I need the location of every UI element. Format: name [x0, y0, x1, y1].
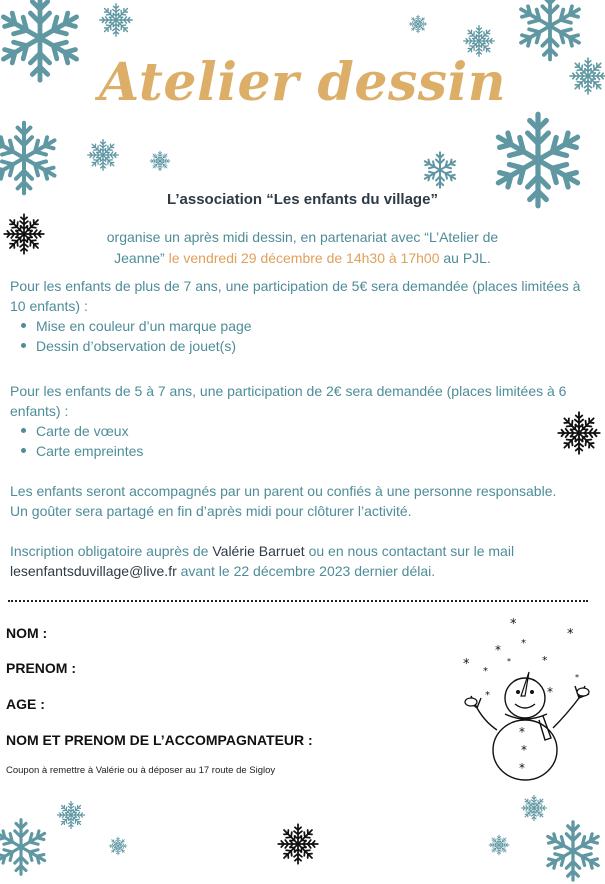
notes	[10, 481, 590, 521]
age-field-label: AGE :	[6, 696, 45, 712]
page-title: Atelier dessin	[98, 52, 507, 113]
svg-text:*: *	[575, 673, 579, 682]
coupon-instructions: Coupon à remettre à Valérie ou à déposer au 17 route de Sigloy	[6, 765, 276, 776]
nom-field-label: NOM :	[6, 625, 48, 641]
svg-text:*: *	[519, 725, 525, 739]
accompagnateur-field-label: NOM ET PRENOM DE L’ACCOMPAGNATEUR :	[6, 732, 313, 748]
snowflake-icon	[420, 150, 460, 190]
event-place: au PJL.	[443, 250, 491, 266]
event-date: le vendredi 29 décembre de 14h30 à 17h00	[168, 250, 440, 266]
section-older-children	[10, 276, 590, 356]
list-item: Carte empreintes	[36, 441, 590, 461]
svg-text:*: *	[521, 638, 526, 649]
registration-prefix: Inscription obligatoire auprès de	[10, 543, 209, 559]
snowflake-icon	[98, 2, 134, 38]
registration-deadline: avant le 22 décembre 2023 dernier délai.	[180, 563, 436, 579]
svg-text:*: *	[507, 657, 511, 666]
snowman-icon	[455, 612, 600, 787]
older-children-text: Pour les enfants de plus de 7 ans, une participation de 5€ sera demandée (places limitées à 10 enfants) :	[10, 278, 581, 314]
prenom-field-label: PRENOM :	[6, 660, 76, 676]
svg-text:*: *	[542, 654, 548, 667]
snowflake-icon	[149, 150, 171, 172]
snack-note: Un goûter sera partagé en fin d’après midi pour clôturer l’activité.	[10, 503, 412, 519]
svg-text:*: *	[510, 617, 517, 632]
snowflake-icon	[540, 818, 605, 884]
association-name: L’association “Les enfants du village”	[167, 191, 438, 208]
svg-text:*: *	[567, 627, 574, 642]
section-younger-children	[10, 381, 590, 461]
accompany-note: Les enfants seront accompagnés par un parent ou confiés à une personne responsable.	[10, 483, 557, 499]
snowflake-icon	[488, 834, 510, 856]
younger-children-text: Pour les enfants de 5 à 7 ans, une participation de 2€ sera demandée (places limitées à 6 enfants) :	[10, 383, 567, 419]
younger-activities-list	[10, 421, 590, 461]
organise-text: organise un après midi dessin, en partenariat avec “L’Atelier de Jeanne”	[106, 229, 499, 266]
event-announcement	[80, 227, 525, 269]
svg-text:*: *	[547, 685, 553, 699]
svg-text:*: *	[463, 657, 470, 672]
svg-text:*: *	[519, 761, 525, 775]
contact-email[interactable]: lesenfantsduvillage@live.fr	[10, 563, 177, 579]
snowflake-icon	[108, 836, 128, 856]
list-item: Carte de vœux	[36, 421, 590, 441]
snowflake-icon	[56, 800, 86, 830]
snowflake-icon	[86, 138, 120, 172]
contact-name: Valérie Barruet	[212, 543, 305, 559]
snowflake-icon	[2, 212, 46, 256]
snowflake-icon	[0, 118, 64, 198]
list-item: Mise en couleur d’un marque page	[36, 316, 590, 336]
svg-text:*: *	[495, 643, 501, 657]
older-activities-list	[10, 316, 590, 356]
registration-middle: ou en nous contactant sur le mail	[308, 543, 515, 559]
cut-line-divider	[8, 600, 588, 602]
snowflake-icon	[276, 822, 320, 866]
snowflake-icon	[0, 816, 52, 878]
svg-text:*: *	[485, 690, 490, 701]
snowflake-icon	[408, 14, 428, 34]
list-item: Dessin d’observation de jouet(s)	[36, 336, 590, 356]
registration-info	[10, 541, 590, 581]
svg-text:*: *	[483, 666, 488, 677]
svg-text:*: *	[521, 743, 527, 757]
